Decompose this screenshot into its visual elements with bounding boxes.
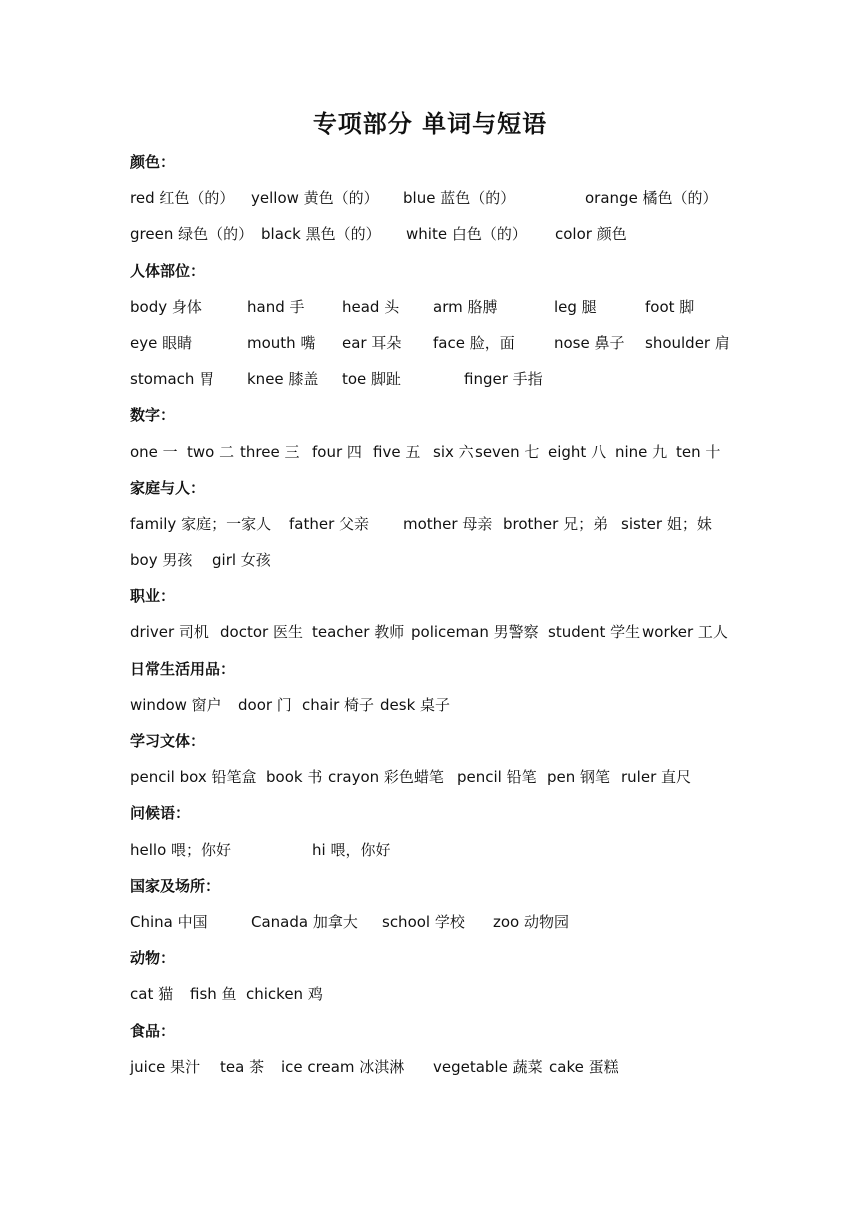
vocab-item: Canada 加拿大 xyxy=(251,912,358,931)
vocab-item: window 窗户 xyxy=(130,695,222,714)
vocab-item: cat 猫 xyxy=(130,985,174,1004)
vocab-item: nose 鼻子 xyxy=(554,333,625,352)
vocab-item: girl 女孩 xyxy=(212,551,271,570)
vocab-item: chair 椅子 xyxy=(302,695,375,714)
section-heading-daily-items: 日常生活用品： xyxy=(130,659,236,678)
vocab-item: juice 果汁 xyxy=(130,1057,201,1076)
vocab-item: pencil 铅笔 xyxy=(457,768,537,787)
body-row-3 xyxy=(130,361,750,397)
section-heading-jobs: 职业： xyxy=(130,587,176,606)
vocab-item: brother 兄；弟 xyxy=(503,514,609,533)
colors-row-1 xyxy=(130,180,750,216)
vocab-item: pen 钢笔 xyxy=(547,768,611,787)
vocab-item: black 黑色（的） xyxy=(261,225,381,244)
food-row-1 xyxy=(130,1049,750,1085)
vocab-item: face 脸，面 xyxy=(433,333,515,352)
vocab-item: pencil box 铅笔盒 xyxy=(130,768,257,787)
colors-row-2 xyxy=(130,216,750,252)
section-heading-stationery: 学习文体： xyxy=(130,732,206,750)
vocab-item: boy 男孩 xyxy=(130,551,193,570)
section-heading-greetings: 问候语： xyxy=(130,804,191,823)
vocab-item: hello 喂；你好 xyxy=(130,840,232,859)
vocab-item: three 三 xyxy=(240,442,300,461)
vocab-item: school 学校 xyxy=(382,912,465,931)
vocab-item: blue 蓝色（的） xyxy=(403,189,516,208)
vocab-item: white 白色（的） xyxy=(406,225,527,244)
page-title: 专项部分 单词与短语 xyxy=(312,110,548,138)
vocab-item: fish 鱼 xyxy=(190,985,237,1004)
vocab-item: door 门 xyxy=(238,695,292,714)
vocab-item: eight 八 xyxy=(548,442,607,461)
vocab-item: desk 桌子 xyxy=(380,695,451,714)
vocab-item: student 学生 xyxy=(548,623,641,642)
vocab-item: leg 腿 xyxy=(554,297,597,316)
vocab-item: ten 十 xyxy=(676,442,721,461)
vocab-item: orange 橘色（的） xyxy=(585,189,718,208)
vocab-item: red 红色（的） xyxy=(130,189,235,208)
vocab-item: ice cream 冰淇淋 xyxy=(281,1057,405,1076)
vocab-item: ear 耳朵 xyxy=(342,333,402,352)
vocab-item: color 颜色 xyxy=(555,225,627,244)
vocab-item: vegetable 蔬菜 xyxy=(433,1057,543,1076)
vocab-item: seven 七 xyxy=(475,442,540,461)
vocab-item: family 家庭；一家人 xyxy=(130,514,272,533)
section-heading-body: 人体部位： xyxy=(130,261,206,280)
places-row-1 xyxy=(130,904,750,940)
stationery-row-1 xyxy=(130,759,750,795)
vocab-item: body 身体 xyxy=(130,297,202,316)
vocab-item: policeman 男警察 xyxy=(411,623,539,642)
vocab-item: sister 姐；妹 xyxy=(621,514,712,533)
vocab-item: hi 喂，你好 xyxy=(312,840,391,859)
vocab-item: doctor 医生 xyxy=(220,623,303,642)
vocab-item: six 六 xyxy=(433,442,474,461)
family-row-2 xyxy=(130,542,750,578)
family-row-1 xyxy=(130,506,750,542)
vocab-item: chicken 鸡 xyxy=(246,985,323,1004)
vocab-item: eye 眼睛 xyxy=(130,333,193,352)
vocab-item: arm 胳膊 xyxy=(433,297,498,316)
section-heading-animals: 动物： xyxy=(130,949,176,968)
vocab-item: China 中国 xyxy=(130,912,208,931)
jobs-row-1 xyxy=(130,614,750,650)
vocab-item: two 二 xyxy=(187,442,235,461)
vocab-item: zoo 动物园 xyxy=(493,912,569,931)
numbers-row-1 xyxy=(130,434,750,470)
section-heading-food: 食品： xyxy=(130,1021,176,1040)
vocab-item: cake 蛋糕 xyxy=(549,1057,619,1076)
section-heading-colors: 颜色： xyxy=(130,153,176,171)
vocab-item: five 五 xyxy=(373,442,421,461)
daily-row-1 xyxy=(130,687,750,723)
body-row-2 xyxy=(130,325,750,361)
vocab-item: crayon 彩色蜡笔 xyxy=(328,768,444,787)
vocab-item: worker 工人 xyxy=(642,623,728,642)
vocab-item: tea 茶 xyxy=(220,1057,265,1076)
vocab-item: stomach 胃 xyxy=(130,370,215,389)
section-heading-numbers: 数字： xyxy=(130,406,176,425)
vocab-item: foot 脚 xyxy=(645,297,695,316)
vocab-item: teacher 教师 xyxy=(312,623,405,642)
vocab-item: four 四 xyxy=(312,442,362,461)
section-heading-family: 家庭与人： xyxy=(130,478,206,497)
vocab-item: one 一 xyxy=(130,442,178,461)
vocab-item: mother 母亲 xyxy=(403,514,493,533)
vocab-item: hand 手 xyxy=(247,297,305,316)
vocab-item: toe 脚趾 xyxy=(342,370,402,389)
vocab-item: mouth 嘴 xyxy=(247,333,316,352)
vocab-item: ruler 直尺 xyxy=(621,768,692,787)
vocabulary-list xyxy=(130,144,750,1085)
vocab-item: head 头 xyxy=(342,297,400,316)
vocab-item: driver 司机 xyxy=(130,623,209,642)
vocab-item: yellow 黄色（的） xyxy=(251,189,379,208)
vocab-item: book 书 xyxy=(266,768,323,787)
animals-row-1 xyxy=(130,976,750,1012)
greetings-row-1 xyxy=(130,832,750,868)
vocab-item: father 父亲 xyxy=(289,514,370,533)
vocab-item: green 绿色（的） xyxy=(130,225,254,244)
body-row-1 xyxy=(130,289,750,325)
section-heading-places: 国家及场所： xyxy=(130,876,221,895)
vocab-item: knee 膝盖 xyxy=(247,370,319,389)
vocab-item: nine 九 xyxy=(615,442,668,461)
vocab-item: shoulder 肩 xyxy=(645,333,730,352)
vocab-item: finger 手指 xyxy=(464,370,543,389)
